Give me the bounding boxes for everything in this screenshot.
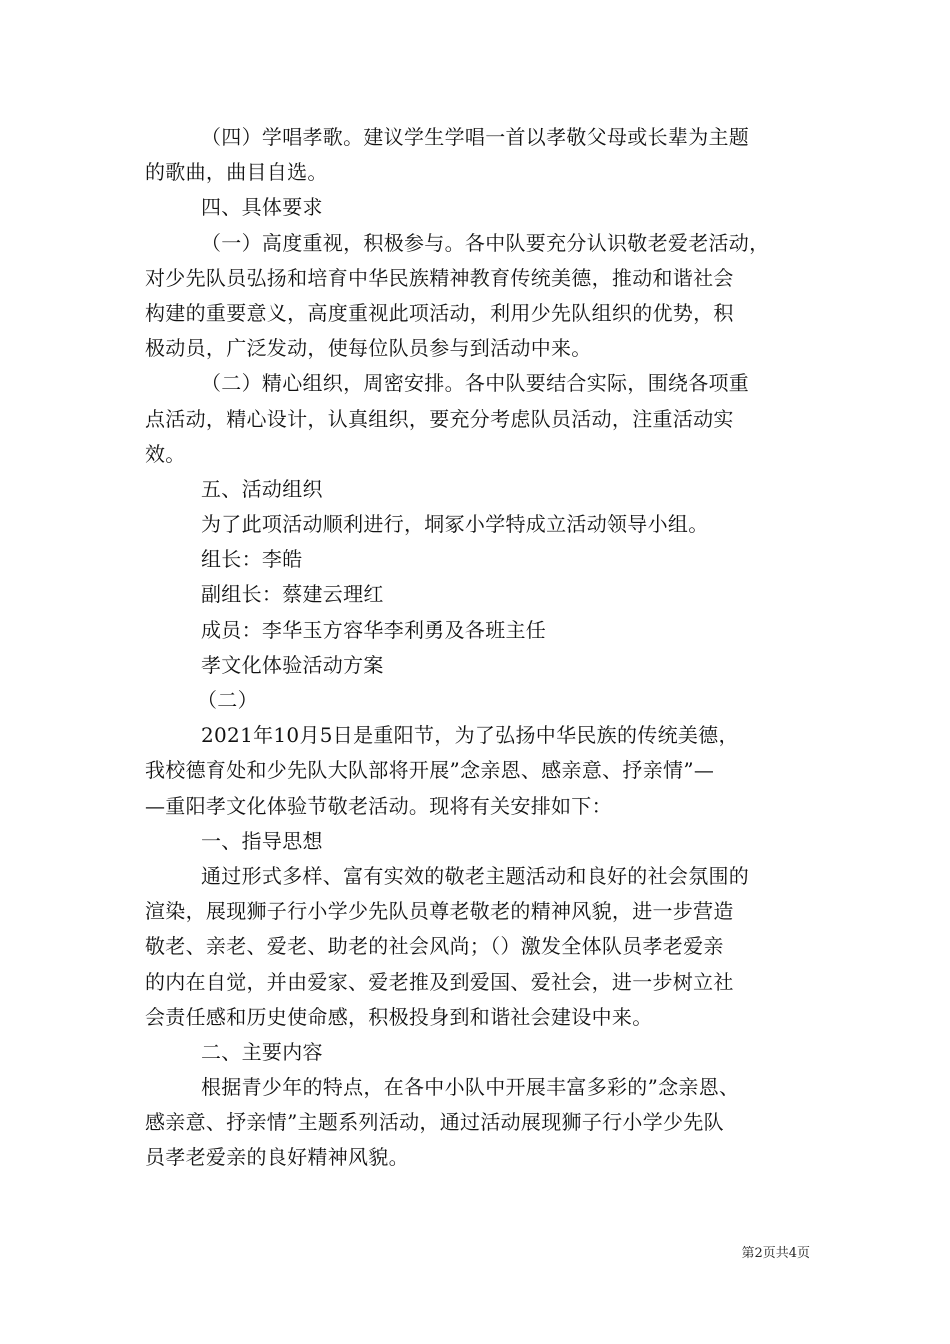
document-body <box>145 120 810 1176</box>
body-line: （二）精心组织，周密安排。各中队要结合实际，围绕各项重 <box>201 371 750 396</box>
document-subtitle: （二） <box>197 688 258 712</box>
body-line: （一）高度重视，积极参与。各中队要充分认识敬老爱老活动， <box>201 230 770 255</box>
body-line: 成员：李华玉方容华李利勇及各班主任 <box>201 617 547 642</box>
body-line: 的内在自觉，并由爱家、爱老推及到爱国、爱社会，进一步树立社 <box>145 969 734 994</box>
body-line: 构建的重要意义，高度重视此项活动，利用少先队组织的优势，积 <box>145 300 734 325</box>
document-title: 孝文化体验活动方案 <box>201 652 384 677</box>
body-line: 员孝老爱亲的良好精神风貌。 <box>145 1145 409 1170</box>
body-line: 渲染，展现狮子行小学少先队员尊老敬老的精神风貌，进一步营造 <box>145 899 734 924</box>
body-line: 敬老、亲老、爱老、助老的社会风尚；（）激发全体队员孝老爱亲 <box>145 934 724 959</box>
section-heading: 二、主要内容 <box>201 1039 323 1064</box>
body-line: 副组长：蔡建云理红 <box>201 582 384 607</box>
body-line: 2021年10月5日是重阳节，为了弘扬中华民族的传统美德， <box>201 723 739 748</box>
body-line: 会责任感和历史使命感，积极投身到和谐社会建设中来。 <box>145 1004 653 1029</box>
body-line: 我校德育处和少先队大队部将开展”念亲恩、感亲意、抒亲情”— <box>145 758 715 783</box>
body-line: 的歌曲，曲目自选。 <box>145 160 328 185</box>
body-line: —重阳孝文化体验节敬老活动。现将有关安排如下： <box>145 793 612 818</box>
body-line: 对少先队员弘扬和培育中华民族精神教育传统美德，推动和谐社会 <box>145 265 734 290</box>
body-line: 为了此项活动顺利进行，垌冢小学特成立活动领导小组。 <box>201 512 709 537</box>
body-line: 极动员，广泛发动，使每位队员参与到活动中来。 <box>145 336 592 361</box>
body-line: 感亲意、抒亲情”主题系列活动，通过活动展现狮子行小学少先队 <box>145 1110 724 1135</box>
body-line: （四）学唱孝歌。建议学生学唱一首以孝敬父母或长辈为主题 <box>201 125 750 149</box>
body-line: 通过形式多样、富有实效的敬老主题活动和良好的社会氛围的 <box>201 863 750 888</box>
page-number: 第2页共4页 <box>741 1246 810 1261</box>
body-line: 点活动，精心设计，认真组织，要充分考虑队员活动，注重活动实 <box>145 406 734 431</box>
body-line: 根据青少年的特点，在各中小队中开展丰富多彩的”念亲恩、 <box>201 1075 740 1100</box>
section-heading: 一、指导思想 <box>201 828 323 853</box>
body-line: 效。 <box>145 441 186 466</box>
section-heading: 五、活动组织 <box>201 476 323 501</box>
body-line: 组长：李皓 <box>201 547 303 572</box>
section-heading: 四、具体要求 <box>201 195 323 220</box>
